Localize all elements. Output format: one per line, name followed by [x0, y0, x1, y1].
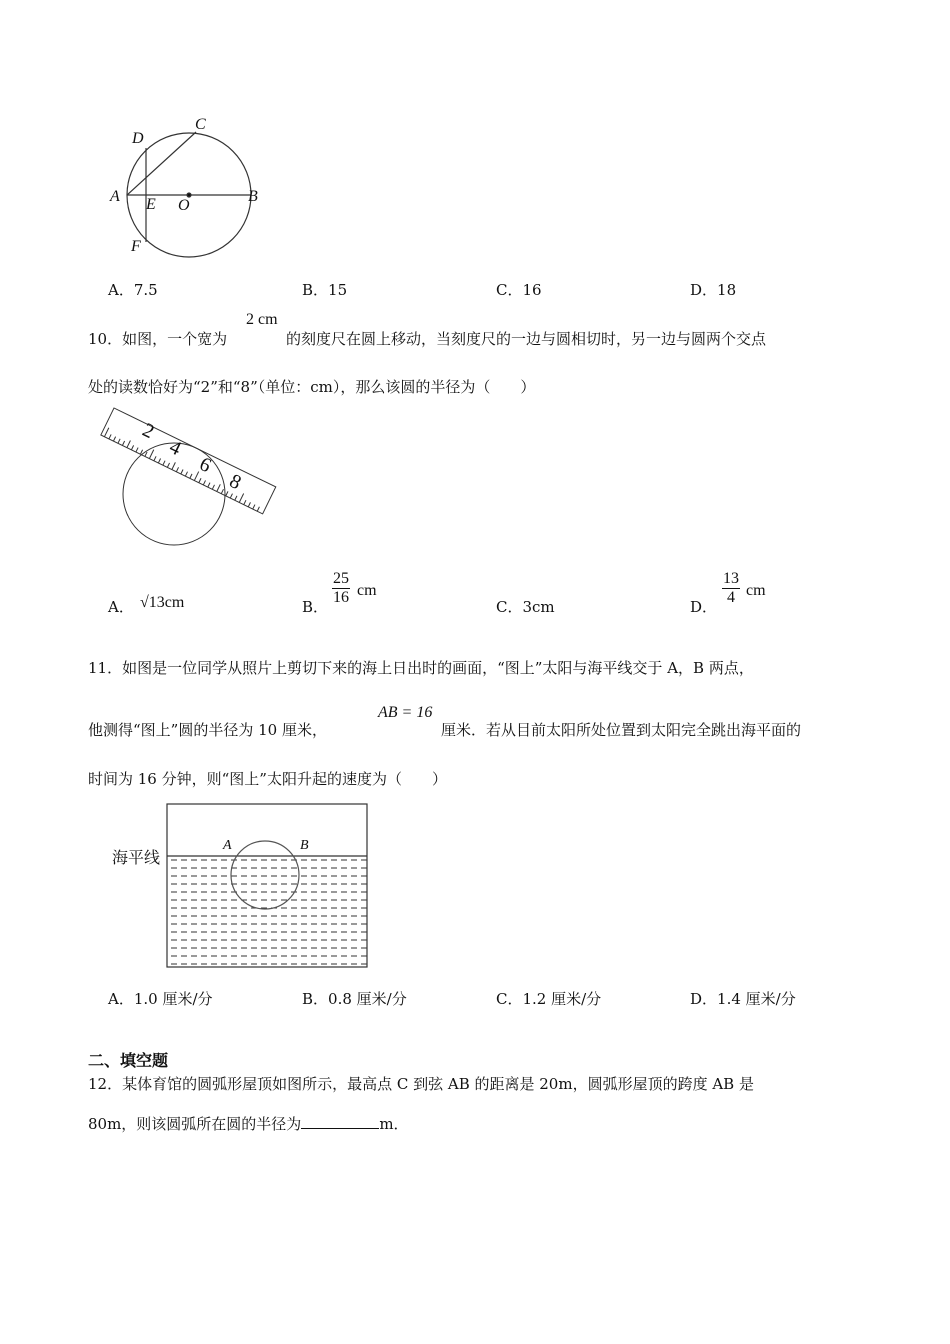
option-a: A．1.0 厘米/分: [108, 990, 213, 1008]
label-O: O: [178, 197, 190, 214]
q10-text-line2: 处的读数恰好为“2”和“8”（单位：cm），那么该圆的半径为（ ）: [88, 378, 536, 396]
label-C: C: [195, 116, 206, 133]
option-b-fraction: [332, 570, 350, 607]
q11-line3: 时间为 16 分钟，则“图上”太阳升起的速度为（ ）: [88, 770, 447, 788]
option-b-label: B．: [302, 598, 329, 616]
q10-width: 2 cm: [246, 311, 278, 328]
label-E: E: [146, 196, 156, 213]
q11-line1: 11．如图是一位同学从照片上剪切下来的海上日出时的画面，“图上”太阳与海平线交于 A，B 两点，: [88, 659, 754, 677]
sea-level-label: 海平线: [112, 848, 161, 867]
q11-ab: AB = 16: [378, 704, 433, 721]
q11-line2-a: 他测得“图上”圆的半径为 10 厘米，: [88, 721, 327, 739]
point-b: B: [300, 838, 309, 853]
option-c: C．3cm: [496, 598, 555, 616]
option-d-fraction: [722, 570, 740, 607]
q10-text-b: 的刻度尺在圆上移动，当刻度尺的一边与圆相切时，另一边与圆两个交点: [286, 330, 767, 348]
denominator: 4: [727, 589, 735, 606]
numerator: 13: [723, 570, 739, 587]
label-F: F: [131, 238, 141, 255]
q11-sea-figure: [167, 804, 367, 967]
ruler-label-8: 8: [225, 469, 245, 495]
option-d-label: D．: [690, 598, 718, 616]
q9-circle-figure: [127, 132, 251, 257]
q10-ruler-figure: [101, 408, 276, 545]
option-b: B．0.8 厘米/分: [302, 990, 407, 1008]
option-c: C．1.2 厘米/分: [496, 990, 602, 1008]
numerator: 25: [333, 570, 349, 587]
q12-unit: m．: [379, 1115, 409, 1133]
option-b: B．15: [302, 281, 348, 299]
q12-text: 80m，则该圆弧所在圆的半径为: [88, 1115, 302, 1133]
label-D: D: [132, 130, 144, 147]
option-d: D．18: [690, 281, 737, 299]
q10-text-a: 10．如图，一个宽为: [88, 330, 228, 348]
option-d-unit: cm: [746, 582, 766, 599]
answer-blank[interactable]: [301, 1114, 379, 1129]
option-d: D．1.4 厘米/分: [690, 990, 796, 1008]
option-c: C．16: [496, 281, 542, 299]
q11-line2-b: 厘米．若从目前太阳所处位置到太阳完全跳出海平面的: [441, 721, 802, 739]
ruler-label-6: 6: [195, 452, 215, 478]
denominator: 16: [333, 589, 349, 606]
q12-line2: [88, 1113, 409, 1134]
q12-line1: 12．某体育馆的圆弧形屋顶如图所示，最高点 C 到弦 AB 的距离是 20m，圆弧形屋顶的跨度 AB 是: [88, 1075, 754, 1093]
option-b-unit: cm: [357, 582, 377, 599]
option-a-label: A．: [108, 598, 134, 616]
option-a-value: √13cm: [140, 594, 185, 611]
section-heading: 二、填空题: [88, 1051, 169, 1070]
label-A: A: [110, 188, 120, 205]
point-a: A: [223, 838, 232, 853]
ruler-label-2: 2: [138, 418, 158, 444]
ruler-label-4: 4: [165, 435, 185, 461]
label-B: B: [248, 188, 258, 205]
option-a: A．7.5: [108, 281, 158, 299]
